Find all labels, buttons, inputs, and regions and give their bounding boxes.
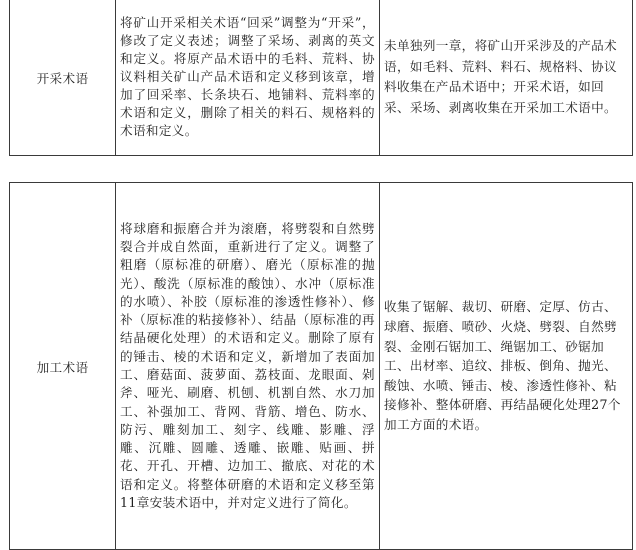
term-name-cell: 加工术语 [10, 183, 116, 550]
changes-description-cell: 将球磨和振磨合并为滚磨，将劈裂和自然劈裂合并成自然面，重新进行了定义。调整了粗磨（原标准的研磨）、磨光（原标准的抛光）、酸洗（原标准的酸蚀）、水冲（原标准的水喷）、补胶（原标准的渗透性修补）、修补（原标准的粘接修补）、结晶（原标准的再结晶硬化处理）的术语和定义。删除了原有的锤击、棱的术语和定义，新增加了表面加工、磨菇面、菠萝面、荔枝面、龙眼面、剁斧、哑光、刷磨、机刨、机割自然、水刀加工、补强加工、背网、背筋、增色、防水、防污、雕刻加工、刻字、线雕、影雕、浮雕、沉雕、圆雕、透雕、嵌雕、贴画、拼花、开孔、开槽、边加工、撤底、对花的术语和定义。将整体研磨的术语和定义移至第11章安装术语中，并对定义进行了简化。 [116, 183, 380, 550]
original-standard-cell: 未单独列一章，将矿山开采涉及的产品术语，如毛料、荒料、料石、规格料、协议料收集在产品术语中；开采术语，如回采、采场、剥离收集在开采加工术语中。 [380, 0, 633, 156]
terms-comparison-table-processing [9, 182, 633, 550]
changes-description-cell: 将矿山开采相关术语“回采”调整为“开采”，修改了定义表述；调整了采场、剥离的英文和定义。将原产品术语中的毛料、荒料、协议料相关矿山产品术语和定义移到该章，增加了回采率、长条块石、地铺料、荒料率的术语和定义，删除了相关的料石、规格料的术语和定义。 [116, 0, 380, 156]
terms-comparison-table-mining [9, 0, 633, 156]
original-standard-cell: 收集了锯解、裁切、研磨、定厚、仿古、球磨、振磨、喷砂、火烧、劈裂、自然劈裂、金刚石锯加工、绳锯加工、砂锯加工、出材率、追纹、排板、倒角、抛光、酸蚀、水喷、锤击、棱、渗透性修补、粘接修补、整体研磨、再结晶硬化处理27个加工方面的术语。 [380, 183, 633, 550]
table-row [10, 0, 633, 156]
table-row [10, 183, 633, 550]
term-name-cell: 开采术语 [10, 0, 116, 156]
